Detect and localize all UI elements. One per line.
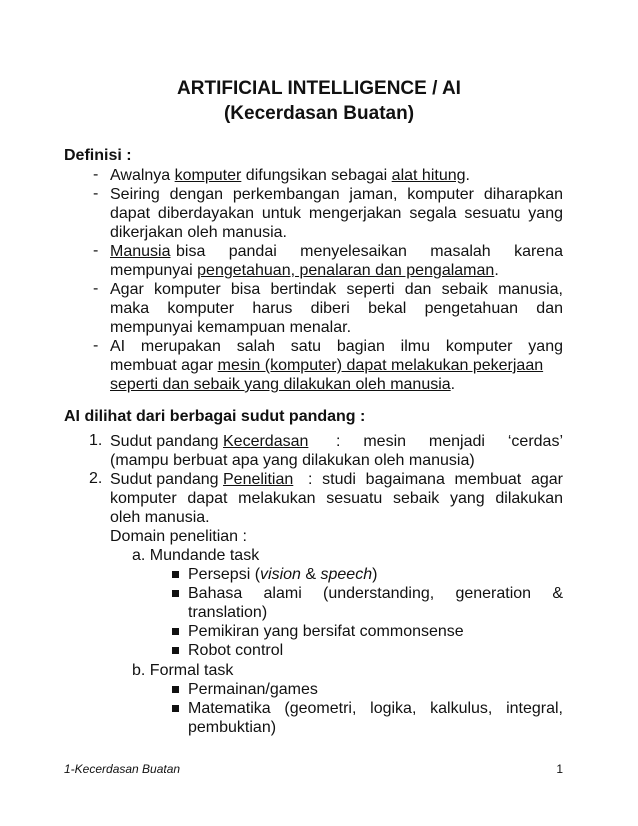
square-bullet-icon bbox=[172, 686, 179, 693]
square-bullet-icon bbox=[172, 705, 179, 712]
bullet-dash: - bbox=[93, 280, 99, 297]
bullet-dash: - bbox=[93, 337, 99, 354]
subsection-label-b: b. Formal task bbox=[132, 662, 234, 679]
definisi-bullet-5-line-1: AI merupakan salah satu bagian ilmu komputer yang bbox=[110, 338, 563, 355]
section-heading-definisi: Definisi : bbox=[64, 147, 132, 164]
definisi-bullet-5-line-2: membuat agar mesin (komputer) dapat melakukan pekerjaan bbox=[110, 357, 544, 374]
definisi-bullet-5-line-3: seperti dan sebaik yang dilakukan oleh manusia. bbox=[110, 376, 456, 393]
definisi-bullet-4-line-2: maka komputer harus diberi bekal pengetahuan dan bbox=[110, 300, 563, 317]
task-item-bahasa-line-1: Bahasa alami (understanding, generation & bbox=[188, 585, 563, 602]
task-item-matematika-line-1: Matematika (geometri, logika, kalkulus, integral, bbox=[188, 700, 563, 717]
definisi-bullet-3-line-1: bisa pandai menyelesaikan masalah karena bbox=[176, 243, 563, 260]
footer-left: 1-Kecerdasan Buatan bbox=[64, 762, 181, 776]
sudut-item-1-line-1-rest: : mesin menjadi ‘cerdas’ bbox=[336, 433, 563, 450]
section-heading-sudut-pandang: AI dilihat dari berbagai sudut pandang : bbox=[64, 408, 366, 425]
bullet-dash: - bbox=[93, 166, 99, 183]
sudut-item-2-line-4: Domain penelitian : bbox=[110, 528, 247, 545]
square-bullet-icon bbox=[172, 628, 179, 635]
sudut-item-2-line-1-rest: : studi bagaimana membuat agar bbox=[308, 471, 563, 488]
list-number: 2. bbox=[89, 470, 103, 487]
square-bullet-icon bbox=[172, 647, 179, 654]
definisi-bullet-4-line-1: Agar komputer bisa bertindak seperti dan sebaik manusia, bbox=[110, 281, 563, 298]
task-item-matematika-line-2: pembuktian) bbox=[188, 719, 277, 736]
document-subtitle: (Kecerdasan Buatan) bbox=[223, 103, 415, 124]
definisi-bullet-3-word: Manusia bbox=[110, 243, 171, 260]
definisi-bullet-2-line-1: Seiring dengan perkembangan jaman, komputer diharapkan bbox=[110, 186, 563, 203]
task-item-persepsi: Persepsi (vision & speech) bbox=[188, 566, 378, 583]
list-number: 1. bbox=[89, 432, 103, 449]
sudut-item-2-line-3: oleh manusia. bbox=[110, 509, 210, 526]
sudut-item-2-line-2: komputer dapat melakukan sesuatu sebaik yang dilakukan bbox=[110, 490, 563, 507]
task-item-pemikiran: Pemikiran yang bersifat commonsense bbox=[188, 623, 464, 640]
square-bullet-icon bbox=[172, 571, 179, 578]
task-item-bahasa-line-2: translation) bbox=[188, 604, 268, 621]
square-bullet-icon bbox=[172, 590, 179, 597]
subsection-label-a: a. Mundande task bbox=[132, 547, 260, 564]
task-item-robot: Robot control bbox=[188, 642, 284, 659]
sudut-item-2-prefix: Sudut pandang Penelitian bbox=[110, 471, 294, 488]
definisi-bullet-3-line-2: mempunyai pengetahuan, penalaran dan pengalaman. bbox=[110, 262, 499, 279]
task-item-permainan: Permainan/games bbox=[188, 681, 318, 698]
document-title: ARTIFICIAL INTELLIGENCE / AI bbox=[177, 78, 461, 99]
sudut-item-1-line-2: (mampu berbuat apa yang dilakukan oleh manusia) bbox=[110, 452, 475, 469]
bullet-dash: - bbox=[93, 242, 99, 259]
definisi-bullet-2-line-3: dikerjakan oleh manusia. bbox=[110, 224, 287, 241]
definisi-bullet-1: Awalnya komputer difungsikan sebagai alat hitung. bbox=[110, 167, 470, 184]
definisi-bullet-2-line-2: dapat diberdayakan untuk mengerjakan segala sesuatu yang bbox=[110, 205, 563, 222]
definisi-bullet-4-line-3: mempunyai kemampuan menalar. bbox=[110, 319, 352, 336]
page-number: 1 bbox=[556, 762, 563, 776]
bullet-dash: - bbox=[93, 185, 99, 202]
sudut-item-1-prefix: Sudut pandang Kecerdasan bbox=[110, 433, 309, 450]
